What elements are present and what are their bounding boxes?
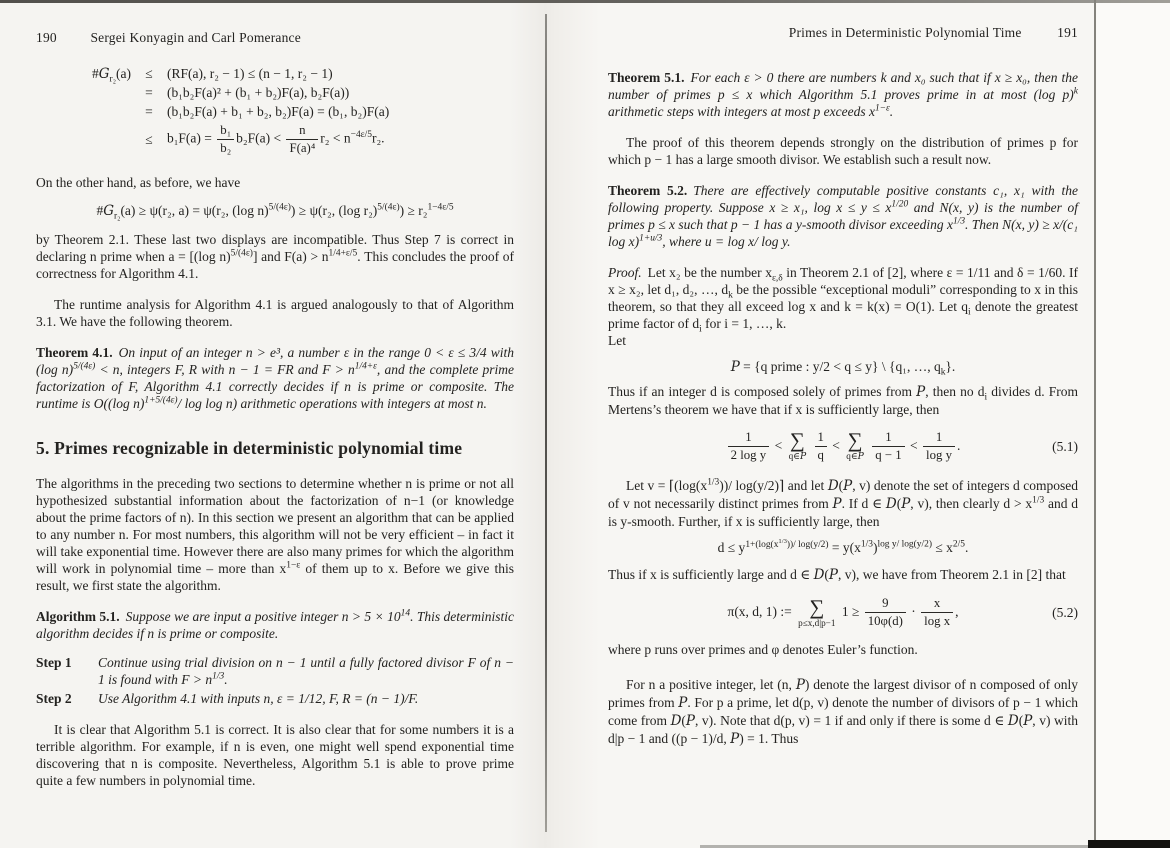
proof-let-line: Let: [608, 333, 626, 348]
step-2-label: Step 2: [36, 691, 72, 706]
eq-row-relation: =: [145, 104, 153, 119]
step-1-body: Continue using trial division on n − 1 until a fully factored divisor F of n − 1 is found with $F > n^{1/3}$.: [98, 655, 514, 687]
eq-row-rhs: (b₁b₂F(a) + b₁ + b₂, b₂)F(a) = (b₁, b₂)F(a): [166, 104, 390, 119]
paragraph-step7-correct: by Theorem 2.1. These last two displays are incompatible. Thus Step 7 is correct in declaring n prime when a = [(log n)$^{5/(4\varepsilon)}$] and $F(a) > n^{1/4+\varepsilon/5}$. This concludes the proof of correctness for Algorithm 4.1.: [36, 232, 515, 281]
eq-row-relation: ≤: [145, 131, 153, 147]
display-equation-d-bound: $d \le y^{1+(log(x^{1/3}))/ log(y/2)} = y(x^{1/3})^{log y/ log(y/2)} \le x^{2/5}$.: [717, 537, 969, 555]
equation-5-2-number: (5.2): [1052, 604, 1078, 620]
paragraph-thus-sufficiently-large: Thus if x is sufficiently large and d ∈ D(P, v), we have from Theorem 2.1 in [2] that: [608, 567, 1066, 583]
algorithm-steps: [36, 654, 514, 707]
algorithm-5-1: [36, 608, 514, 642]
proof-body: Let x₂ be the number $x_{\varepsilon,\delta}$ in Theorem 2.1 of [2], where ε = 1/11 and δ = 1/60. If x ≥ x₂, let d₁, d₂, …, $d_k$ be the possible “exceptional moduli” corresponding to x in this theorem, so that they all exceed log x and k = k(x) = O(1). Let $q_i$ denote the greatest prime factor of $d_i$ for i = 1, …, k.: [608, 265, 1078, 335]
algorithm-5-1-body: Suppose we are input a positive integer $n > 5 \times 10^{14}$. This deterministic algorithm decides if n is prime or composite.: [36, 608, 515, 641]
theorem-4-1: [36, 344, 514, 412]
proof-paragraph: [608, 264, 1078, 335]
theorem-5-1-body: For each ε > 0 there are numbers k and x₀ such that if x ≥ x₀, then the number of primes p ≤ x which Algorithm 5.1 proves prime in at most (log p)$^k$ arithmetic steps with integers at most p exceeds $x^{1-\varepsilon}$.: [608, 70, 1078, 119]
eq-row-lhs: $\#G_{r_2}(a)$: [92, 66, 131, 85]
paragraph-for-n-positive: For n a positive integer, let (n, P) denote the largest divisor of n composed of only primes from P. For p a prime, let d(p, v) denote the number of divisors of p − 1 which come from D(P, v). Note that d(p, v) = 1 if and only if there is some d ∈ D(P, v) with d|p − 1 and ((p − 1)/d, P) = 1. Thus: [608, 677, 1079, 747]
page-left: [0, 0, 547, 848]
running-head-left: [36, 30, 514, 46]
display-equation-gcd-chain: [92, 66, 514, 156]
page-number-left: 190: [36, 30, 57, 45]
eq-row-relation: ≤: [145, 66, 153, 81]
step-1-label: Step 1: [36, 655, 72, 670]
equation-5-2-body: π(x, d, 1) := ∑ p≤x,d|p−1 1 ≥ $\frac{9}{10\varphi(d)}$ · $\frac{x}{\text{log x}}$ ,: [727, 594, 959, 628]
page-right: [548, 0, 1094, 848]
running-head-left-title: Sergei Konyagin and Carl Pomerance: [90, 30, 301, 45]
right-page-edge-line: [1094, 0, 1096, 848]
theorem-5-2: [608, 182, 1078, 250]
scan-corner-black: [1088, 840, 1170, 848]
paragraph-where-p-runs: where p runs over primes and φ denotes Euler’s function.: [608, 642, 918, 657]
step-2-body: Use Algorithm 4.1 with inputs n, ε = 1/12, F, R = (n − 1)/F.: [98, 691, 419, 706]
eq-row-relation: =: [145, 85, 153, 100]
page-number-right: 191: [1057, 25, 1078, 40]
equation-5-1: [608, 430, 1078, 463]
paragraph-runtime-analysis: The runtime analysis for Algorithm 4.1 is argued analogously to that of Algorithm 3.1. We have the following theorem.: [36, 297, 514, 329]
theorem-5-1: [608, 69, 1078, 120]
paragraph-let-v: Let $v = ⌈(\log(x^{1/3}))/$ log(y/2)⌉ and let D(P, v) denote the set of integers d composed of v not necessarily distinct primes from P. If d ∈ D(P, v), then clearly $d > x^{1/3}$ and d is y-smooth. Further, if x is sufficiently large, then: [608, 477, 1079, 529]
section-5-heading: 5. Primes recognizable in deterministic polynomial time: [36, 438, 463, 458]
paragraph-other-hand: On the other hand, as before, we have: [36, 175, 241, 190]
display-equation-psi: $\#G_{r_2}(a) \ge \psi(r_2$, a) = ψ(r₂, (log n)$^{5/(4\varepsilon)}$) ≥ ψ(r₂, (log r₂)$^{5/(4\varepsilon)}$) ≥ r₂$^{1-4\varepsilon/5}$: [96, 202, 454, 222]
eq-row-rhs: b₁F(a) = $\frac{\text{b₁}}{\text{b₂}}$ b₂F(a) < $\frac{n}{\text{F(a)⁴}}$ $r_2 < n^{-4\varepsilon/5}r_2$.: [166, 123, 385, 155]
proof-label: Proof.: [608, 265, 642, 280]
paragraph-algorithm-remarks: It is clear that Algorithm 5.1 is correct. It is also clear that for some numbers it is a terrible algorithm. For example, if n is even, one might well spend exponential time discovering that n is composite. Nevertheless, Algorithm 5.1 is able to prove prime quite a few numbers in polynomial time.: [36, 722, 514, 788]
scan-top-edge: [0, 0, 1170, 3]
equation-5-1-number: (5.1): [1052, 438, 1078, 454]
page-spine-divider: [545, 14, 547, 832]
running-head-right-title: Primes in Deterministic Polynomial Time: [788, 25, 1022, 40]
theorem-5-1-label: Theorem 5.1.: [608, 70, 685, 85]
theorem-4-1-label: Theorem 4.1.: [36, 345, 113, 360]
display-equation-set-P: P = {q prime : y/2 < q ≤ y} \ {q₁, …, $q_k$}.: [730, 359, 956, 378]
equation-5-2: [608, 596, 1078, 629]
paragraph-thus-integer-d: Thus if an integer d is composed solely of primes from P, then no $d_i$ divides d. From Mertens’s theorem we have that if x is sufficiently large, then: [608, 384, 1078, 417]
paragraph-proof-depends: The proof of this theorem depends strongly on the distribution of primes p for which p − 1 has a large smooth divisor. We establish such a result now.: [608, 135, 1078, 167]
running-head-right: [608, 25, 1078, 41]
theorem-4-1-body: On input of an integer n > e³, a number ε in the range 0 < ε ≤ 3/4 with (log n)$^{5/(4\varepsilon)}$ < n, integers F, R with n − 1 = FR and $F > n^{1/4+\varepsilon}$, and the complete prime factorization of F, Algorithm 4.1 correctly decides if n is prime or composite. The runtime is O((log n)$^{1+5/(4\varepsilon)}$/ log log n) arithmetic operations with integers at most n.: [36, 345, 514, 411]
equation-5-1-body: $\frac{1}{\text{2 log y}}$ < ∑ q∈P $\frac{1}{q}$ < ∑ q∈P $\frac{1}{q - 1}$ < $\frac{1}{\text{log y}}$ .: [726, 438, 961, 453]
eq-row-rhs: (b₁b₂F(a)² + (b₁ + b₂)F(a), b₂F(a)): [166, 85, 350, 100]
algorithm-5-1-label: Algorithm 5.1.: [36, 609, 120, 624]
eq-row-rhs: (RF(a), r₂ − 1) ≤ (n − 1, r₂ − 1): [166, 66, 333, 81]
theorem-5-2-label: Theorem 5.2.: [608, 183, 688, 198]
paragraph-section5-intro: The algorithms in the preceding two sections to determine whether n is prime or not all hypothesized substantial information about the factorization of n−1 (or knowledge about the prime factors of n). In this section we present an algorithm that can be applied to any number n. For most numbers, this algorithm will not be very efficient – in fact it will take exponential time. However there are also many primes for which the algorithm will work in polynomial time – more than $x^{1-\varepsilon}$ of them up to x. Before we give this result, we first state the algorithm.: [36, 476, 514, 593]
theorem-5-2-body: There are effectively computable positive constants c₁, x₁ with the following property. Suppose x ≥ x₁, $\log x \le y \le x^{1/20}$ and N(x, y) is the number of primes p ≤ x such that p − 1 has a y-smooth divisor exceeding $x^{1/3}$. Then N(x, y) ≥ x/(c₁ log x)$^{1+u/3}$, where u = log x/ log y.: [608, 183, 1078, 249]
